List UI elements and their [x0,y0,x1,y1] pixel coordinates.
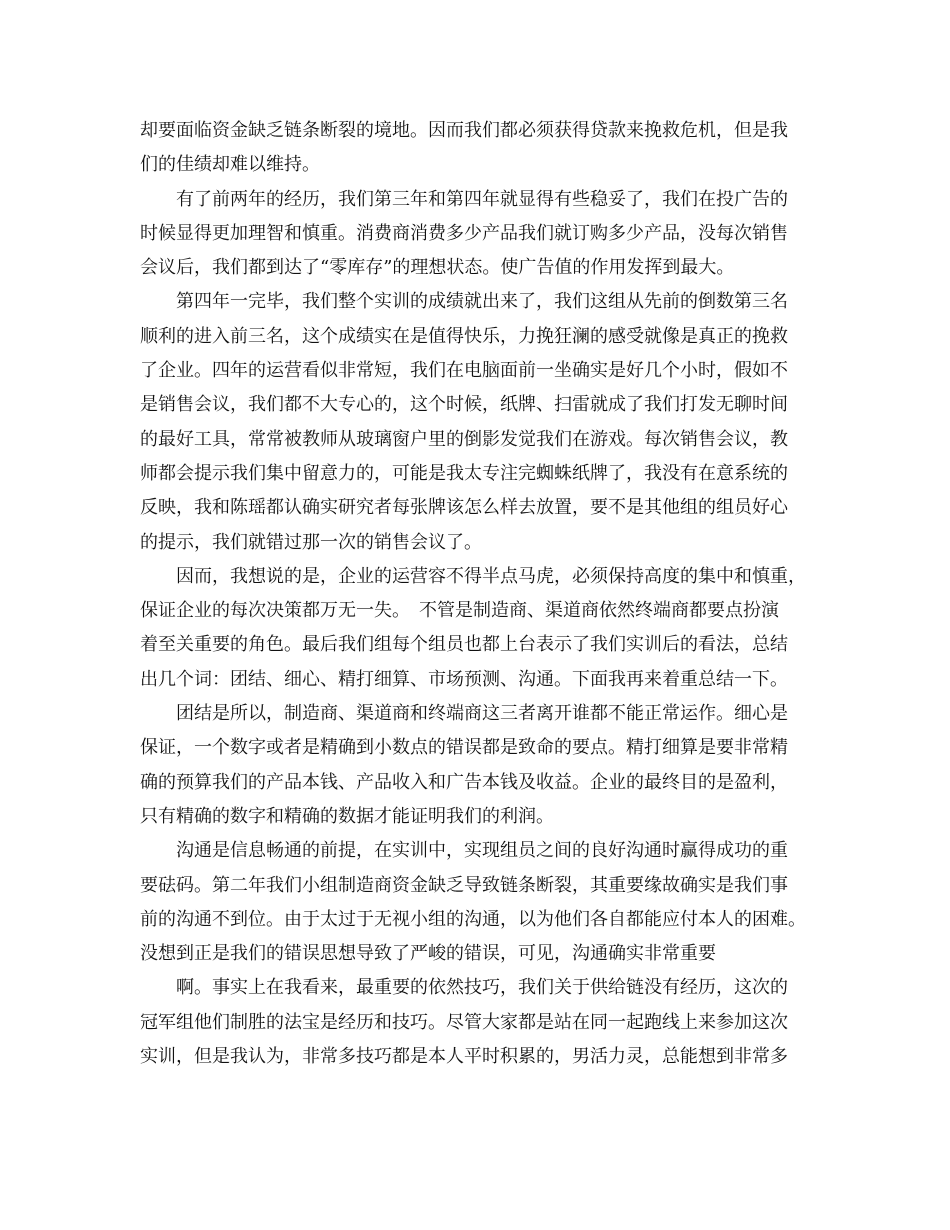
paragraph-line: 们的佳绩却难以维持。 [140,154,320,176]
paragraph-line: 冠军组他们制胜的法宝是经历和技巧。尽管大家都是站在同一起跑线上来参加这次 [140,1011,788,1033]
paragraph-first-line: 啊。事实上在我看来，最重要的依然技巧，我们关于供给链没有经历，这次的 [176,977,788,999]
document-body [140,114,820,1074]
paragraph-line: 了企业。四年的运营看似非常短，我们在电脑面前一坐确实是好几个小时，假如不 [140,360,788,382]
paragraph-line: 实训，但是我认为，非常多技巧都是本人平时积累的，男活力灵，总能想到非常多 [140,1046,788,1068]
paragraph-line: 保证企业的每次决策都万无一失。 不管是制造商、渠道商依然终端商都要点扮演 [140,600,779,622]
paragraph-line: 出几个词：团结、细心、精打细算、市场预测、沟通。下面我再来着重总结一下。 [140,668,788,690]
paragraph-line: 没想到正是我们的错误思想导致了严峻的错误，可见，沟通确实非常重要 [140,943,716,965]
paragraph-line: 师都会提示我们集中留意力的，可能是我太专注完蜘蛛纸牌了，我没有在意系统的 [140,462,788,484]
paragraph-line: 顺利的进入前三名，这个成绩实在是值得快乐，力挽狂澜的感受就像是真正的挽救 [140,325,788,347]
paragraph-line: 是销售会议，我们都不大专心的，这个时候，纸牌、扫雷就成了我们打发无聊时间 [140,394,788,416]
paragraph-line: 时候显得更加理智和慎重。消费商消费多少产品我们就订购多少产品，没每次销售 [140,222,788,244]
paragraph-line: 确的预算我们的产品本钱、产品收入和广告本钱及收益。企业的最终目的是盈利， [140,771,788,793]
paragraph-line: 的提示，我们就错过那一次的销售会议了。 [140,531,482,553]
paragraph-first-line: 团结是所以，制造商、渠道商和终端商这三者离开谁都不能正常运作。细心是 [176,703,788,725]
paragraph-line: 会议后，我们都到达了“零库存”的理想状态。使广告值的作用发挥到最大。 [140,257,735,279]
paragraph-first-line: 第四年一完毕，我们整个实训的成绩就出来了，我们这组从先前的倒数第三名 [176,291,788,313]
paragraph-line: 的最好工具，常常被教师从玻璃窗户里的倒影发觉我们在游戏。每次销售会议，教 [140,428,788,450]
paragraph-line: 着至关重要的角色。最后我们组每个组员也都上台表示了我们实训后的看法，总结 [140,634,788,656]
paragraph-line: 只有精确的数字和精确的数据才能证明我们的利润。 [140,805,554,827]
paragraph-first-line: 因而，我想说的是，企业的运营容不得半点马虎，必须保持高度的集中和慎重， [176,565,806,587]
paragraph-first-line: 沟通是信息畅通的前提，在实训中，实现组员之间的良好沟通时赢得成功的重 [176,840,788,862]
paragraph-line: 反映，我和陈瑶都认确实研究者每张牌该怎么样去放置，要不是其他组的组员好心 [140,497,788,519]
paragraph-line: 前的沟通不到位。由于太过于无视小组的沟通，以为他们各自都能应付本人的困难。 [140,908,806,930]
paragraph-line: 要砝码。第二年我们小组制造商资金缺乏导致链条断裂，其重要缘故确实是我们事 [140,874,788,896]
paragraph-line: 却要面临资金缺乏链条断裂的境地。因而我们都必须获得贷款来挽救危机，但是我 [140,120,788,141]
paragraph-first-line: 有了前两年的经历，我们第三年和第四年就显得有些稳妥了，我们在投广告的 [176,188,788,210]
paragraph-line: 保证，一个数字或者是精确到小数点的错误都是致命的要点。精打细算是要非常精 [140,737,788,759]
